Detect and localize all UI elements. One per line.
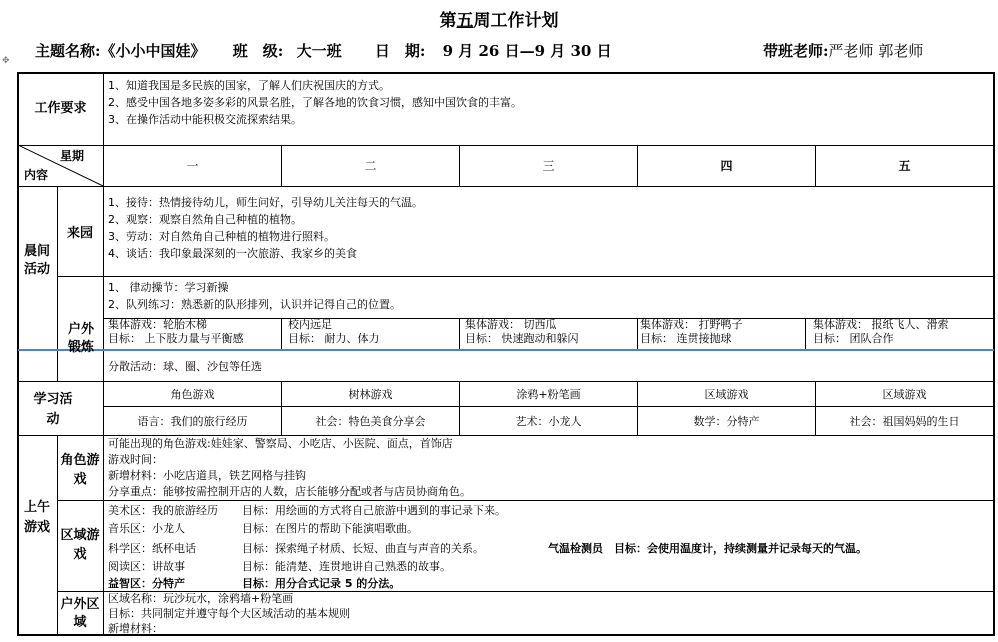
area-science: 科学区：纸杯电话 (108, 542, 196, 555)
title-suffix: 周工作计划 (473, 11, 559, 31)
arrival-item: 1、接待：热情接待幼儿，师生问好，引导幼儿关注每天的气温。 (108, 196, 423, 209)
work-req-item: 1、知道我国是多民族的国家，了解人们庆祝国庆的方式。 (108, 79, 390, 92)
learning-subject: 语言：我们的旅行经历 (137, 415, 248, 428)
page-title (0, 6, 998, 31)
teacher-info (763, 40, 923, 61)
outdoor-item: 1、 律动操节：学习新操 (108, 281, 229, 294)
role-play-content (108, 436, 988, 500)
cursor-line (18, 349, 994, 351)
game-name: 集体游戏： 打野鸭子 (640, 318, 743, 331)
outdoor-area-line: 新增材料： (108, 622, 163, 635)
work-req-item: 2、感受中国各地多姿多彩的风景名胜，了解各地的饮食习惯，感知中国饮食的丰富。 (108, 96, 522, 109)
game-goal: 目标： 上下肢力量与平衡感 (108, 332, 244, 345)
work-req-label: 工作要求 (34, 101, 87, 116)
learning-type: 区域游戏 (882, 388, 927, 401)
outdoor-item: 2、队列练习：熟悉新的队形排列，认识并记得自己的位置。 (108, 298, 401, 311)
area-science-goal: 目标：探索绳子材质、长短、曲直与声音的关系。 (242, 542, 484, 555)
date-label: 日 期: (374, 42, 426, 60)
game-goal: 目标： 团队合作 (813, 332, 894, 345)
day-3: 三 (542, 159, 555, 173)
game-name: 校内远足 (288, 318, 332, 331)
game-name: 集体游戏：轮胎木梯 (108, 318, 207, 331)
area-art: 美术区：我的旅游经历 (108, 504, 218, 517)
day-4: 四 (720, 159, 733, 173)
game-mon (108, 318, 280, 346)
learning-subject: 艺术：小龙人 (515, 415, 582, 428)
table-move-handle-icon[interactable]: ✥ (2, 56, 10, 66)
learning-label: 学习活动 (33, 392, 73, 427)
area-play-label: 区域游戏 (60, 528, 100, 562)
learning-subject: 社会：特色美食分享会 (315, 415, 426, 428)
game-name: 集体游戏： 报纸飞人、滑索 (813, 318, 949, 331)
arrival-item: 2、观察：观察自然角自己种植的植物。 (108, 213, 302, 226)
game-name: 集体游戏： 切西瓜 (465, 318, 557, 331)
arrival-item: 4、谈话：我印象最深刻的一次旅游、我家乡的美食 (108, 247, 357, 260)
outdoor-exercise-label: 户外锻炼 (67, 322, 94, 355)
role-play-line: 游戏时间： (108, 453, 163, 466)
outdoor-area-content (108, 591, 988, 636)
game-goal: 目标： 耐力、体力 (288, 332, 380, 345)
area-music: 音乐区：小龙人 (108, 522, 185, 535)
corner-content: 内容 (24, 168, 49, 182)
arrival-list (108, 194, 988, 262)
teacher-value: 严老师 郭老师 (828, 42, 924, 60)
outdoor-area-label: 户外区域 (60, 597, 100, 630)
area-science-extra: 气温检测员 目标：会使用温度计，持续测量并记录每天的气温。 (548, 542, 867, 555)
week-number: 五 (456, 11, 474, 31)
day-2: 二 (364, 159, 377, 173)
header-info (35, 40, 612, 61)
learning-type: 涂鸦+粉笔画 (516, 388, 581, 401)
learning-subject: 数学：分特产 (693, 415, 760, 428)
class-value: 大一班 (296, 42, 342, 60)
theme-value: 《小小中国娃》 (100, 42, 206, 60)
outdoor-area-line: 目标：共同制定并遵守每个大区域活动的基本规则 (108, 607, 350, 620)
teacher-label: 带班老师: (763, 42, 829, 60)
game-tue (288, 318, 458, 346)
forenoon-label: 上午游戏 (24, 500, 51, 535)
arrival-item: 3、劳动：对自然角自己种植的植物进行照料。 (108, 230, 335, 243)
arrival-label: 来园 (66, 226, 93, 241)
title-prefix: 第 (439, 11, 457, 31)
work-req-list (108, 77, 988, 128)
learning-subject: 社会：祖国妈妈的生日 (849, 415, 960, 428)
morning-label: 晨间活动 (24, 244, 51, 277)
corner-weekday: 星期 (60, 149, 85, 163)
role-play-line: 可能出现的角色游戏:娃娃家、警察局、小吃店、小医院、面点，首饰店 (108, 437, 453, 450)
game-goal: 目标： 快速跑动和躲闪 (465, 332, 579, 345)
outdoor-list (108, 279, 988, 313)
class-label: 班 级: (232, 42, 284, 60)
role-play-line: 新增材料：小吃店道具，铁艺网格与挂钩 (108, 469, 306, 482)
area-puzzle: 益智区：分特产 (108, 577, 185, 590)
game-wed (465, 318, 635, 346)
theme-label: 主题名称: (35, 42, 101, 60)
area-music-goal: 目标：在图片的帮助下能演唱歌曲。 (242, 522, 418, 535)
role-play-line: 分享重点：能够按需控制开店的人数，店长能够分配或者与店员协商角色。 (108, 485, 471, 498)
learning-type: 角色游戏 (170, 388, 215, 401)
day-1: 一 (186, 159, 199, 173)
area-reading-goal: 目标：能清楚、连贯地讲自己熟悉的故事。 (242, 560, 451, 573)
area-art-goal: 目标：用绘画的方式将自己旅游中遇到的事记录下来。 (242, 504, 506, 517)
learning-type: 树林游戏 (348, 388, 393, 401)
learning-type: 区域游戏 (704, 388, 749, 401)
game-thu (640, 318, 804, 346)
area-puzzle-goal: 目标：用分合式记录 5 的分法。 (242, 577, 401, 590)
area-reading: 阅读区：讲故事 (108, 560, 185, 573)
date-value: 9 月 26 日—9 月 30 日 (442, 42, 612, 60)
role-play-label: 角色游戏 (60, 453, 100, 487)
outdoor-area-line: 区域名称：玩沙玩水，涂鸦墙+粉笔画 (108, 592, 294, 605)
game-fri (813, 318, 993, 346)
work-req-item: 3、在操作活动中能积极交流探索结果。 (108, 113, 302, 126)
game-goal: 目标： 连贯接抛球 (640, 332, 732, 345)
day-5: 五 (898, 159, 911, 173)
scattered-activity: 分散活动：球、圈、沙包等任选 (108, 360, 262, 373)
